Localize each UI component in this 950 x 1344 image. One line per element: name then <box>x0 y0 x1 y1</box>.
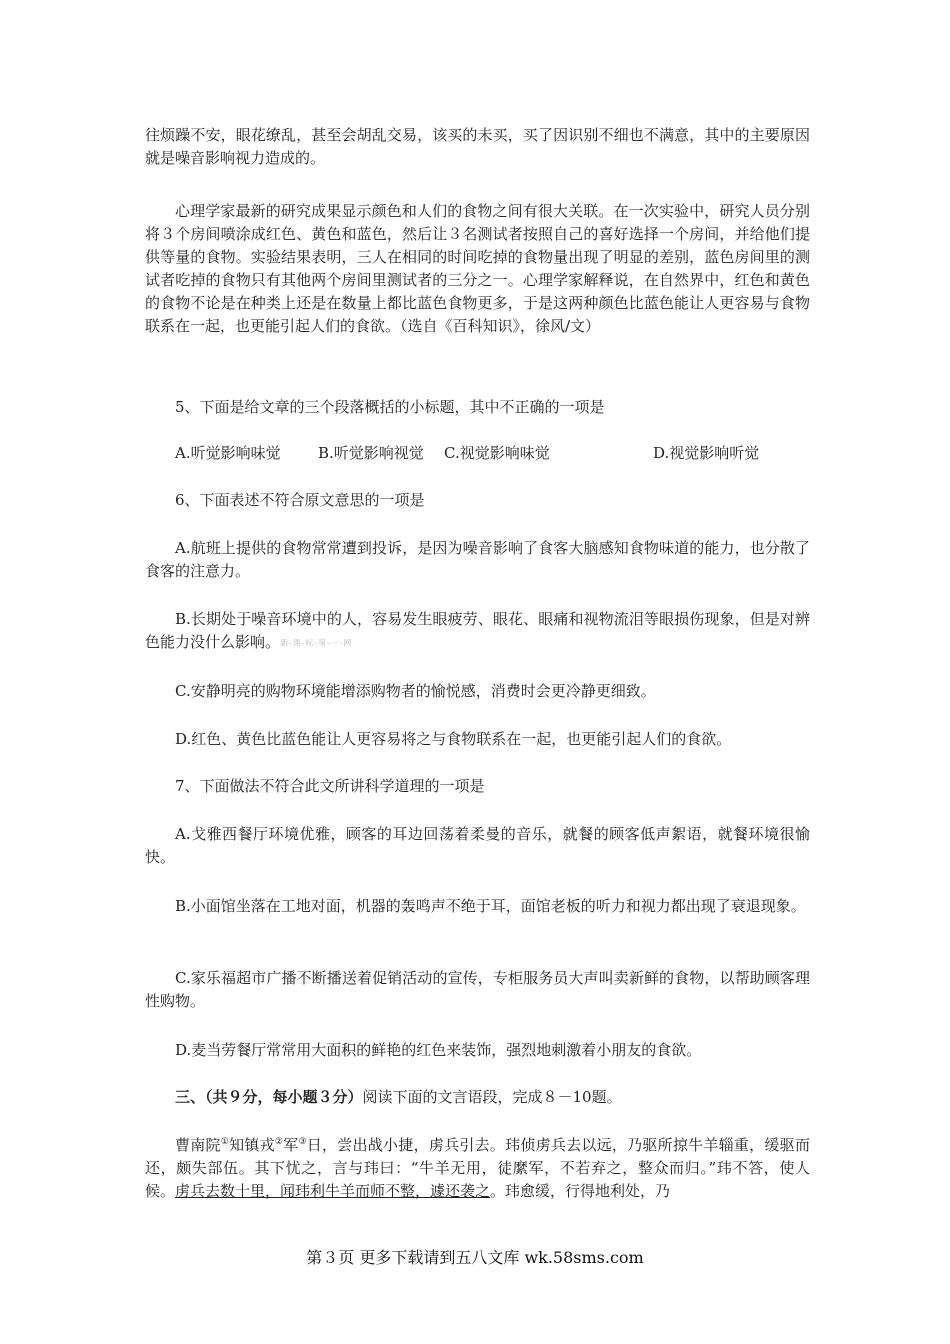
footnote-mark-3: ③ <box>298 1137 307 1147</box>
question-6-option-c: C.安静明亮的购物环境能增添购物者的愉悦感，消费时会更冷静更细致。 <box>175 682 656 700</box>
question-5-stem: 5、下面是给文章的三个段落概括的小标题，其中不正确的一项是 <box>175 398 605 416</box>
question-7-option-c: C.家乐福超市广播不断播送着促销活动的宣传，专柜服务员大声叫卖新鲜的食物，以帮助顾客理性购物。 <box>145 969 810 1010</box>
section-3-heading-rest: 阅读下面的文言语段，完成８－10题。 <box>362 1088 622 1106</box>
passage-text-5: 。玮愈缓，行得地利处，乃 <box>490 1182 671 1200</box>
question-7-option-d: D.麦当劳餐厅常常用大面积的鲜艳的红色来装饰，强烈地刺激着小朋友的食欲。 <box>175 1041 702 1059</box>
passage-text-3: 军 <box>283 1136 299 1154</box>
question-6-option-b-text: B.长期处于噪音环境中的人，容易发生眼疲劳、眼花、眼痛和视物流泪等眼损伤现象，但是对辨色能力没什么影响。 <box>145 610 810 651</box>
section-3-heading <box>145 1086 810 1109</box>
passage-text-2: 知镇戎 <box>229 1136 275 1154</box>
question-7-stem: 7、下面做法不符合此文所讲科学道理的一项是 <box>175 777 485 795</box>
classical-chinese-passage <box>145 1134 810 1203</box>
paragraph-noise-vision-end: 往烦躁不安，眼花缭乱，甚至会胡乱交易，该买的未买，买了因识别不细也不满意，其中的主要原因就是噪音影响视力造成的。 <box>145 126 810 167</box>
footnote-mark-2: ② <box>274 1137 284 1147</box>
section-3-heading-bold: 三、（共９分，每小题３分） <box>175 1088 363 1106</box>
question-5-option-d: D.视觉影响听觉 <box>653 444 760 462</box>
question-6-option-a: A.航班上提供的食物常常遭到投诉，是因为噪音影响了食客大脑感知食物味道的能力，也分散了食客的注意力。 <box>145 539 810 580</box>
question-5-option-c: C.视觉影响味觉 <box>444 444 550 462</box>
question-6-option-b <box>145 608 810 655</box>
question-7-option-a: A.戈雅西餐厅环境优雅，顾客的耳边回荡着柔曼的音乐，就餐的顾客低声絮语，就餐环境很愉快。 <box>145 825 810 866</box>
question-6-option-d: D.红色、黄色比蓝色能让人更容易将之与食物联系在一起，也更能引起人们的食欲。 <box>175 730 732 748</box>
question-5-option-a: A.听觉影响味觉 <box>175 444 281 462</box>
underlined-sentence: 虏兵去数十里，闻玮利牛羊而师不整，遽还袭之 <box>175 1182 491 1200</box>
question-6-stem: 6、下面表述不符合原文意思的一项是 <box>175 491 425 509</box>
paragraph-color-appetite: 心理学家最新的研究成果显示颜色和人们的食物之间有很大关联。在一次实验中，研究人员分别将３个房间喷涂成红色、黄色和蓝色，然后让３名测试者按照自己的喜好选择一个房间，并给他们提供等量的食物。实验结果表明，三人在相同的时间吃掉的食物量出现了明显的差别，蓝色房间里的测试者吃掉的食物只有其他两个房间里测试者的三分之一。心理学家解释说，在自然界中，红色和黄色的食物不论是在种类上还是在数量上都比蓝色食物更多，于是这两种颜色比蓝色能让人更容易与食物联系在一起，也更能引起人们的食欲。（选自《百科知识》，徐风/文） <box>145 202 810 335</box>
watermark-text: 新-课-标-第-一-网 <box>280 638 353 648</box>
question-7-option-b: B.小面馆坐落在工地对面，机器的轰鸣声不绝于耳，面馆老板的听力和视力都出现了衰退现象。 <box>175 897 806 915</box>
passage-text-1: 曹南院 <box>175 1136 221 1154</box>
question-5-options <box>175 442 795 465</box>
passage-text-4: 日，尝出战小捷，虏兵引去。玮侦虏兵去以远，乃驱所掠牛羊辎重，缓驱而还，颇失部伍。其下忧之，言与玮曰：“牛羊无用，徒縻军，不若弃之，整众而归。”玮不答，使人候。 <box>145 1136 810 1200</box>
question-5-option-b: B.听觉影响视觉 <box>318 444 424 462</box>
page-footer: 第３页 更多下载请到五八文库 wk.58sms.com <box>306 1248 644 1267</box>
footnote-mark-1: ① <box>220 1137 230 1147</box>
